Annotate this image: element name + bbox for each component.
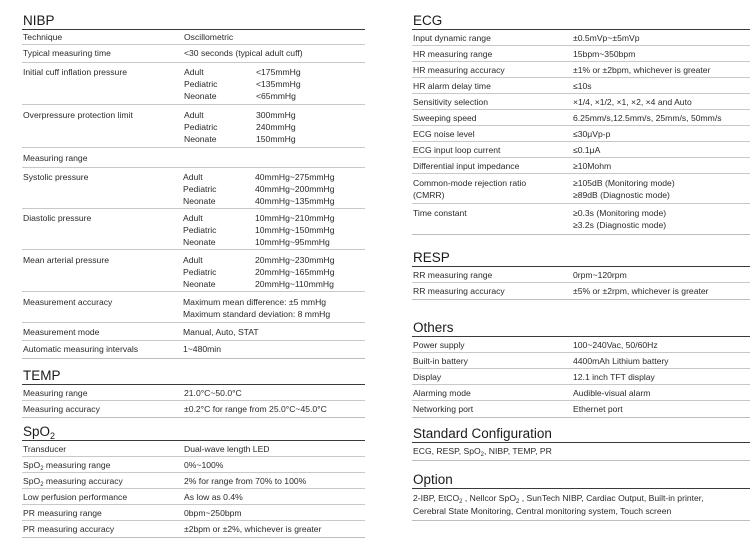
group-label: Neonate bbox=[183, 237, 216, 247]
group-label: Pediatric bbox=[184, 122, 218, 132]
spec-value: ≥0.3s (Monitoring mode) ≥3.2s (Diagnostic mode) bbox=[573, 208, 667, 230]
spec-label: Sweeping speed bbox=[413, 113, 477, 123]
spec-value: 15bpm~350bpm bbox=[573, 49, 636, 59]
spec-label: Sensitivity selection bbox=[413, 97, 488, 107]
spec-label: Built-in battery bbox=[413, 356, 468, 366]
spec-row-intervals bbox=[22, 341, 365, 359]
spec-row bbox=[22, 401, 365, 418]
spec-label: Networking port bbox=[413, 404, 474, 414]
spec-value: <30 seconds (typical adult cuff) bbox=[184, 48, 303, 58]
spec-row bbox=[412, 78, 750, 94]
spec-row bbox=[412, 401, 750, 418]
others-section bbox=[412, 320, 750, 418]
spec-value: 4400mAh Lithium battery bbox=[573, 356, 669, 366]
spec-value: 100~240Vac, 50/60Hz bbox=[573, 340, 658, 350]
spo2-section bbox=[22, 424, 365, 538]
spec-value: 0bpm~250bpm bbox=[184, 508, 242, 518]
group-label: Adult bbox=[183, 213, 203, 223]
spec-row bbox=[412, 126, 750, 142]
spec-label: HR measuring accuracy bbox=[413, 65, 505, 75]
spec-row bbox=[412, 30, 750, 46]
spec-row-systolic bbox=[22, 168, 365, 209]
spec-label: Time constant bbox=[413, 208, 467, 218]
group-value: 240mmHg bbox=[256, 122, 296, 132]
spec-row-cuff-inflation bbox=[22, 63, 365, 105]
spec-value: Maximum standard deviation: 8 mmHg bbox=[183, 309, 331, 319]
group-value: 40mmHg~275mmHg bbox=[255, 172, 335, 182]
spec-row bbox=[412, 142, 750, 158]
spec-value: Ethernet port bbox=[573, 404, 623, 414]
spec-row bbox=[412, 385, 750, 401]
ecg-title: ECG bbox=[412, 13, 750, 30]
spec-label: RR measuring accuracy bbox=[413, 286, 505, 296]
spec-value: ≤30μVp-p bbox=[573, 129, 611, 139]
group-value: 20mmHg~230mmHg bbox=[255, 255, 335, 265]
spec-value: 12.1 inch TFT display bbox=[573, 372, 655, 382]
spec-value: ≥105dB (Monitoring mode) ≥89dB (Diagnostic mode) bbox=[573, 178, 675, 200]
spec-row bbox=[412, 62, 750, 78]
standard-config-text: ECG, RESP, SpO$_2$, NIBP, TEMP, PR bbox=[412, 443, 750, 461]
standard-config-title: Standard Configuration bbox=[412, 426, 750, 443]
spec-value: 6.25mm/s,12.5mm/s, 25mm/s, 50mm/s bbox=[573, 113, 722, 123]
spec-row-time-constant bbox=[412, 204, 750, 235]
spec-label: Input dynamic range bbox=[413, 33, 491, 43]
group-label: Pediatric bbox=[183, 267, 217, 277]
spec-row bbox=[412, 158, 750, 174]
spec-label: Differential input impedance bbox=[413, 161, 520, 171]
group-label: Pediatric bbox=[184, 79, 218, 89]
group-value: <65mmHg bbox=[256, 91, 296, 101]
group-label: Adult bbox=[183, 172, 203, 182]
spec-label: Automatic measuring intervals bbox=[23, 344, 139, 354]
spec-label: ECG input loop current bbox=[413, 145, 501, 155]
spec-value: Manual, Auto, STAT bbox=[183, 327, 259, 337]
spec-label: Common-mode rejection ratio (CMRR) bbox=[413, 178, 527, 200]
spec-row-spo2-accuracy bbox=[22, 473, 365, 489]
spec-label: HR measuring range bbox=[413, 49, 493, 59]
spec-label: Alarming mode bbox=[413, 388, 471, 398]
spec-value: ≤10s bbox=[573, 81, 592, 91]
group-label: Adult bbox=[184, 110, 204, 120]
spec-row bbox=[412, 283, 750, 300]
option-section bbox=[412, 472, 750, 521]
spec-row bbox=[22, 385, 365, 401]
spec-row bbox=[412, 369, 750, 385]
group-label: Adult bbox=[184, 67, 204, 77]
spec-label: Low perfusion performance bbox=[23, 492, 128, 502]
spec-row-low-perfusion bbox=[22, 489, 365, 505]
spec-label: Initial cuff inflation pressure bbox=[23, 67, 127, 77]
spec-value: 0rpm~120rpm bbox=[573, 270, 627, 280]
spec-value: ≥10Mohm bbox=[573, 161, 612, 171]
group-value: 20mmHg~165mmHg bbox=[255, 267, 335, 277]
resp-title: RESP bbox=[412, 250, 750, 267]
spec-row-mean-arterial bbox=[22, 250, 365, 292]
spec-row-spo2-range bbox=[22, 457, 365, 473]
spec-row-pr-range bbox=[22, 505, 365, 521]
spec-label: Power supply bbox=[413, 340, 465, 350]
spec-row-diastolic bbox=[22, 209, 365, 250]
spec-label: HR alarm delay time bbox=[413, 81, 491, 91]
spec-value: 0%~100% bbox=[184, 460, 224, 470]
spec-row-overpressure bbox=[22, 105, 365, 148]
spec-label: SpO$_2$ measuring range bbox=[23, 460, 111, 472]
spec-row bbox=[412, 267, 750, 283]
spec-label: Measurement mode bbox=[23, 327, 100, 337]
option-text: 2-IBP, EtCO$_2$ , Nellcor SpO$_2$ , SunTech NIBP, Cardiac Output, Built-in printer, Cerebral State Monitoring, Central monitoring system, Touch screen bbox=[412, 489, 750, 521]
spec-value: As low as 0.4% bbox=[184, 492, 243, 502]
spec-label: PR measuring accuracy bbox=[23, 524, 115, 534]
spec-value: ×1/4, ×1/2, ×1, ×2, ×4 and Auto bbox=[573, 97, 692, 107]
spec-label: SpO$_2$ measuring accuracy bbox=[23, 476, 123, 488]
spec-value: 1~480min bbox=[183, 344, 221, 354]
spec-row-pr-accuracy bbox=[22, 521, 365, 538]
spec-label: Measurement accuracy bbox=[23, 297, 113, 307]
spec-row-measurement-mode bbox=[22, 323, 365, 341]
spec-label: Diastolic pressure bbox=[23, 213, 92, 223]
group-label: Neonate bbox=[183, 196, 216, 206]
spec-value: ±1% or ±2bpm, whichever is greater bbox=[573, 65, 711, 75]
spec-value: Oscillometric bbox=[184, 32, 234, 42]
group-label: Neonate bbox=[183, 279, 216, 289]
nibp-section bbox=[22, 13, 365, 359]
spec-row-cmrr bbox=[412, 174, 750, 204]
group-value: 300mmHg bbox=[256, 110, 296, 120]
group-value: 40mmHg~135mmHg bbox=[255, 196, 335, 206]
spec-value: Maximum mean difference: ±5 mmHg bbox=[183, 297, 327, 307]
spec-row bbox=[412, 353, 750, 369]
group-label: Neonate bbox=[184, 91, 217, 101]
spec-label: Measuring accuracy bbox=[23, 404, 100, 414]
spec-value: ±0.5mVp~±5mVp bbox=[573, 33, 640, 43]
spec-value: ±0.2°C for range from 25.0°C~45.0°C bbox=[184, 404, 327, 414]
group-value: 40mmHg~200mmHg bbox=[255, 184, 335, 194]
spec-row-measurement-accuracy bbox=[22, 292, 365, 323]
spec-row-measuring-range bbox=[22, 148, 365, 168]
group-value: 150mmHg bbox=[256, 134, 296, 144]
spec-value: Dual-wave length LED bbox=[184, 444, 270, 454]
spec-row-measuring-time bbox=[22, 45, 365, 63]
standard-config-section bbox=[412, 426, 750, 461]
spec-label: ECG noise level bbox=[413, 129, 475, 139]
spo2-title: SpO$_2$ bbox=[22, 424, 365, 441]
spec-label: Display bbox=[413, 372, 442, 382]
spec-value: 21.0°C~50.0°C bbox=[184, 388, 242, 398]
ecg-section bbox=[412, 13, 750, 235]
spec-label: PR measuring range bbox=[23, 508, 102, 518]
group-value: <135mmHg bbox=[256, 79, 301, 89]
group-value: 10mmHg~150mmHg bbox=[255, 225, 335, 235]
spec-value: ≤0.1μA bbox=[573, 145, 601, 155]
spec-label: Technique bbox=[23, 32, 63, 42]
group-label: Neonate bbox=[184, 134, 217, 144]
spec-label: Typical measuring time bbox=[23, 48, 111, 58]
temp-section bbox=[22, 368, 365, 418]
group-value: 10mmHg~95mmHg bbox=[255, 237, 330, 247]
spec-row bbox=[412, 46, 750, 62]
spec-label: RR measuring range bbox=[413, 270, 493, 280]
spec-label: Mean arterial pressure bbox=[23, 255, 109, 265]
resp-section bbox=[412, 250, 750, 300]
others-title: Others bbox=[412, 320, 750, 337]
group-label: Pediatric bbox=[183, 225, 217, 235]
group-value: 20mmHg~110mmHg bbox=[255, 279, 334, 289]
temp-title: TEMP bbox=[22, 368, 365, 385]
spec-row-transducer bbox=[22, 441, 365, 457]
spec-row bbox=[412, 94, 750, 110]
option-title: Option bbox=[412, 472, 750, 489]
spec-value: 2% for range from 70% to 100% bbox=[184, 476, 307, 486]
spec-value: ±5% or ±2rpm, whichever is greater bbox=[573, 286, 709, 296]
spec-row-technique bbox=[22, 30, 365, 45]
spec-row bbox=[412, 110, 750, 126]
spec-label: Measuring range bbox=[23, 153, 88, 163]
group-value: 10mmHg~210mmHg bbox=[255, 213, 335, 223]
spec-label: Measuring range bbox=[23, 388, 88, 398]
group-label: Adult bbox=[183, 255, 203, 265]
spec-value: Audible-visual alarm bbox=[573, 388, 651, 398]
spec-label: Overpressure protection limit bbox=[23, 110, 133, 120]
spec-label: Transducer bbox=[23, 444, 67, 454]
nibp-title: NIBP bbox=[22, 13, 365, 30]
group-value: <175mmHg bbox=[256, 67, 301, 77]
group-label: Pediatric bbox=[183, 184, 217, 194]
spec-row bbox=[412, 337, 750, 353]
spec-value: ±2bpm or ±2%, whichever is greater bbox=[184, 524, 322, 534]
spec-label: Systolic pressure bbox=[23, 172, 89, 182]
